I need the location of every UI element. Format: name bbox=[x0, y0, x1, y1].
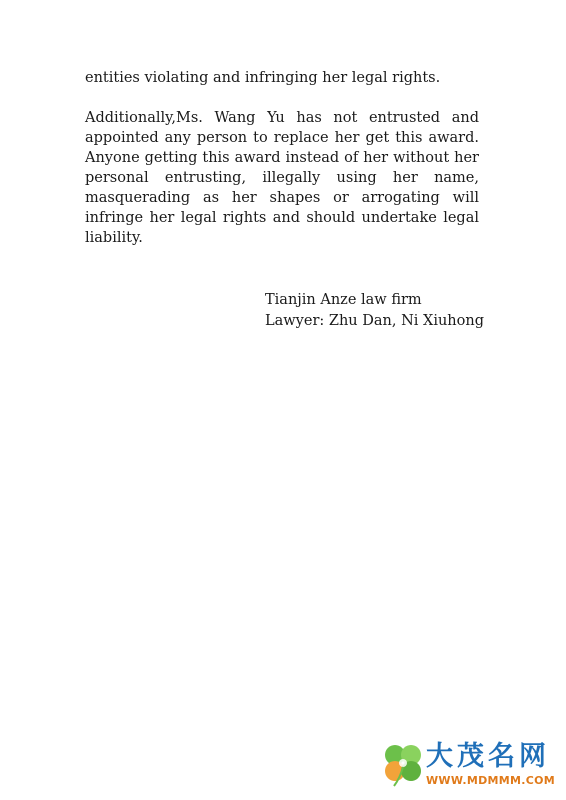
paragraph-additional-statement: Additionally,Ms. Wang Yu has not entrusted and appointed any person to replace her get this award. Anyone getting this award instead of her without her personal entrusting, illegally using her name, masquerading as her shapes or arrogating will infringe her legal rights and should undertake legal liability. bbox=[85, 110, 479, 246]
signature-firm: Tianjin Anze law firm bbox=[265, 292, 422, 308]
four-leaf-clover-icon bbox=[378, 740, 428, 790]
watermark-chinese-text: 大茂名网 bbox=[426, 741, 550, 772]
signature-lawyers: Lawyer: Zhu Dan, Ni Xiuhong bbox=[265, 313, 484, 329]
watermark-logo bbox=[378, 740, 560, 792]
watermark-url: WWW.MDMMM.COM bbox=[426, 774, 556, 787]
paragraph-continuation: entities violating and infringing her legal rights. bbox=[85, 70, 441, 86]
